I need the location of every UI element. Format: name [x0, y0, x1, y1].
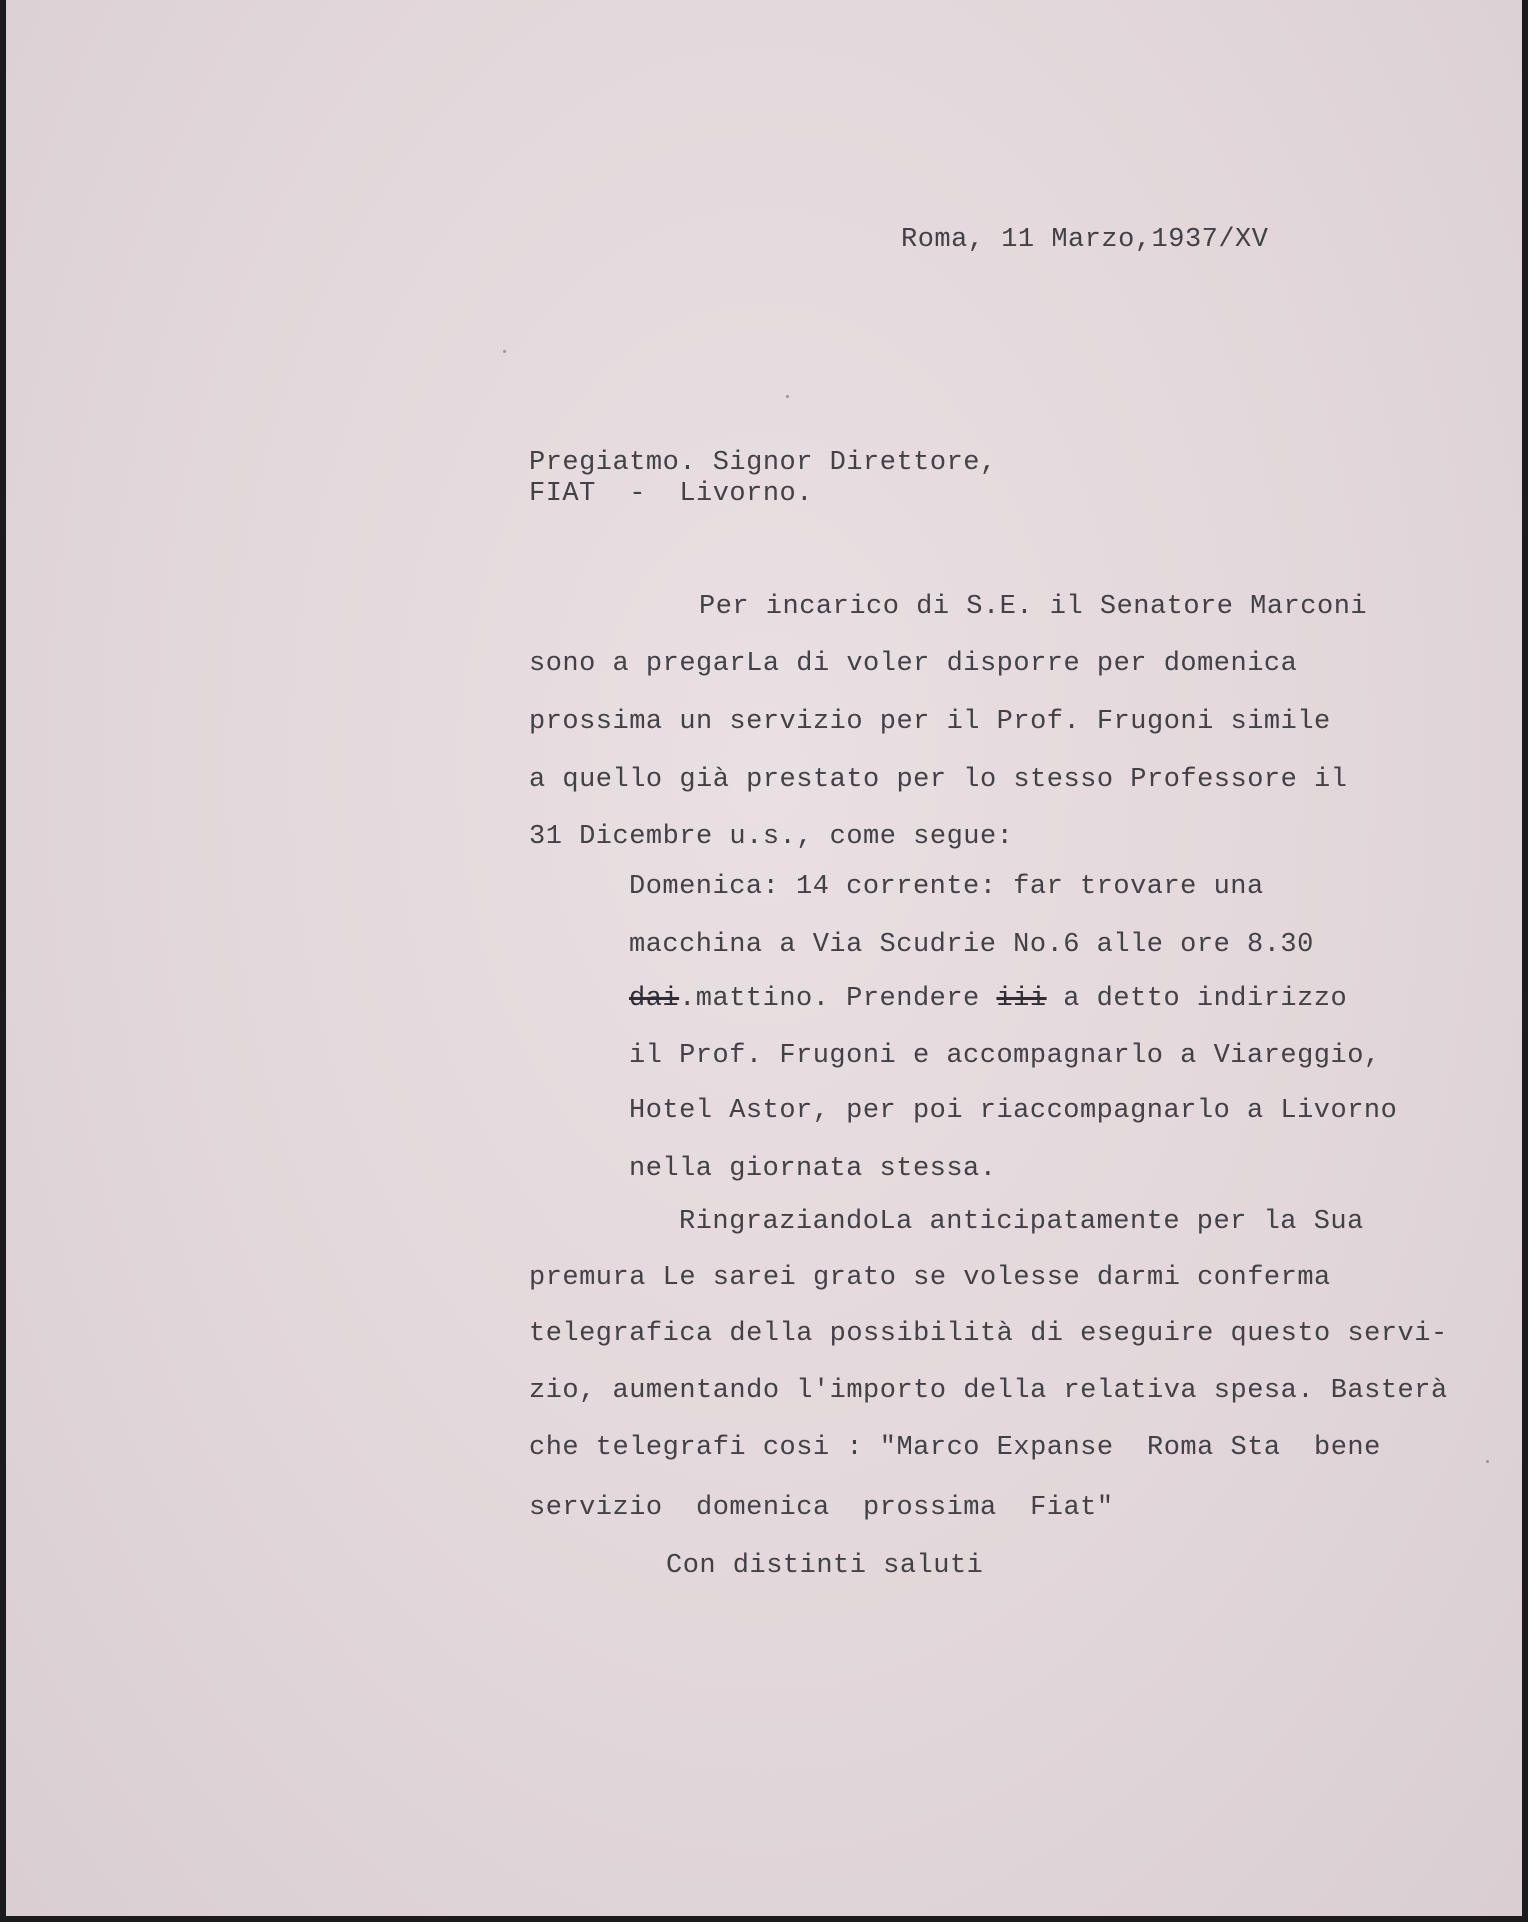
body-para2-line-4: zio, aumentando l'importo della relativa spesa. Basterà — [529, 1376, 1448, 1406]
struck-through-text: dai — [629, 984, 680, 1014]
instruction-line-5: Hotel Astor, per poi riaccompagnarlo a Livorno — [629, 1096, 1398, 1126]
letter-page — [6, 0, 1522, 1916]
faint-letterhead-showthrough — [306, 860, 342, 998]
instruction-line-3-end: a detto indirizzo — [1046, 984, 1348, 1014]
instruction-line-6: nella giornata stessa. — [629, 1154, 997, 1184]
body-para2-line-2: premura Le sarei grato se volesse darmi conferma — [529, 1263, 1331, 1293]
paper-speck — [1486, 1460, 1489, 1463]
struck-through-text-2: iii — [996, 984, 1047, 1014]
body-para1-line-1: Per incarico di S.E. il Senatore Marconi — [699, 592, 1368, 622]
body-para2-line-1: RingraziandoLa anticipatamente per la Sua — [679, 1207, 1364, 1237]
addressee-line-2: FIAT - Livorno. — [529, 479, 813, 509]
instruction-line-1: Domenica: 14 corrente: far trovare una — [629, 872, 1264, 902]
instruction-line-2: macchina a Via Scudrie No.6 alle ore 8.30 — [629, 930, 1314, 960]
instruction-line-4: il Prof. Frugoni e accompagnarlo a Viareggio, — [629, 1041, 1381, 1071]
paper-speck — [503, 350, 506, 353]
body-para2-line-6: servizio domenica prossima Fiat" — [529, 1493, 1114, 1523]
body-para2-line-5: che telegrafi cosi : "Marco Expanse Roma Sta bene — [529, 1433, 1381, 1463]
instruction-line-3 — [629, 983, 1347, 1015]
addressee-line-1: Pregiatmo. Signor Direttore, — [529, 448, 997, 478]
body-para1-line-2: sono a pregarLa di voler disporre per domenica — [529, 649, 1298, 679]
body-para1-line-5: 31 Dicembre u.s., come segue: — [529, 822, 1014, 852]
body-para2-line-3: telegrafica della possibilità di eseguire questo servi- — [529, 1319, 1448, 1349]
body-para1-line-4: a quello già prestato per lo stesso Professore il — [529, 765, 1348, 795]
paper-speck — [786, 395, 789, 398]
letter-date: Roma, 11 Marzo,1937/XV — [901, 225, 1269, 255]
closing-salutation: Con distinti saluti — [666, 1551, 984, 1581]
instruction-line-3-mid: .mattino. Prendere — [679, 984, 997, 1014]
body-para1-line-3: prossima un servizio per il Prof. Frugoni simile — [529, 707, 1331, 737]
